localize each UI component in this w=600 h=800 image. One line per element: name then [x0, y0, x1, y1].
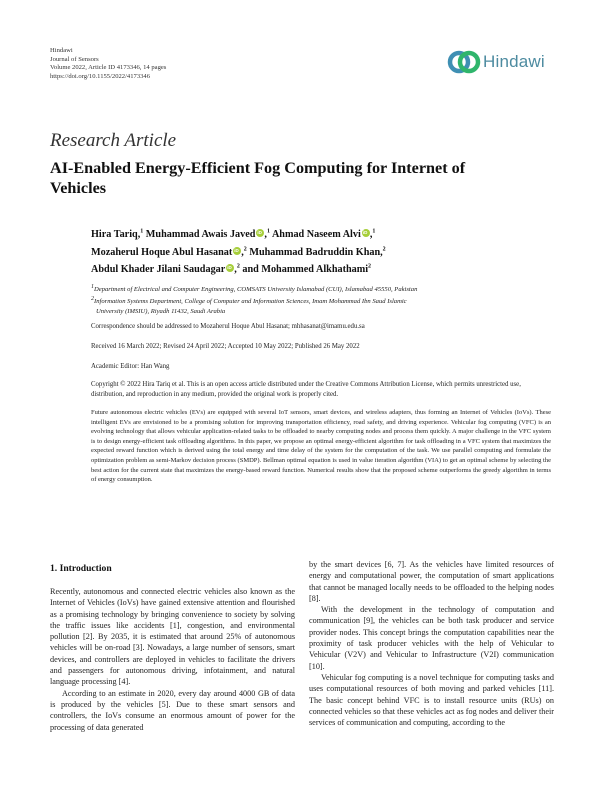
author-list: [91, 225, 551, 277]
journal-meta: [50, 47, 166, 81]
doi-link[interactable]: https://doi.org/10.1155/2022/4173346: [50, 72, 151, 80]
right-column: [309, 559, 554, 728]
orcid-icon[interactable]: [226, 264, 234, 272]
orcid-icon[interactable]: [233, 247, 241, 255]
left-column: [50, 586, 295, 733]
author-name: Hira Tariq,: [91, 229, 141, 241]
paragraph: Recently, autonomous and connected electric vehicles also known as the Internet of Vehicles (IoVs) have gained extensive attention and flourished as a promising technology by bringing convenience to society by solving the traffic issues like accidents [1], congestion, and environmental pollution [2]. By 2035, it is estimated that around 25% of autonomous vehicles will be on-road [3]. Nowadays, a large number of sensors, smart devices, and controllers are deployed in vehicles to facilitate the drivers and passengers for autonomous driving, infotainment, and natural language processing [4].: [50, 587, 295, 687]
paragraph: Vehicular fog computing is a novel technique for computing tasks and uses computational resources of both moving and parked vehicles [11]. The basic concept behind VFC is to install resource units (RUs) on connected vehicles so that these vehicles act as fog nodes and deliver their services of communication and computing, according to the: [309, 672, 554, 728]
author: Muhammad Awais JavediD ,$^1$: [146, 229, 270, 240]
orcid-icon[interactable]: [256, 229, 264, 237]
author: [91, 229, 143, 240]
publisher-name: Hindawi: [50, 47, 73, 54]
affiliations: [91, 283, 551, 317]
paragraph: According to an estimate in 2020, every day around 4000 GB of data is produced by the vehicles [5]. Due to these smart sensors and controllers, the IoVs consume an enormous amount of power for the processing of data generated: [50, 688, 295, 732]
author: Mozaherul Hoque Abul HasanatiD ,$^2$: [91, 247, 247, 258]
abstract: Future autonomous electric vehicles (EVs) are equipped with several IoT sensors, smart devices, and wireless adapters, thus forming an Internet of Vehicles (IoVs). These intelligent EVs are envisioned to be a promising solution for improving transportation efficiency, road safety, and driving experience. Vehicular fog computing (VFC) is an evolving technology that allows vehicular application-related tasks to be offloaded to nearby computing nodes and process them quickly. A major challenge in the VFC system is to design energy-efficient task offloading algorithms. In this paper, we propose an optimal energy-efficient algorithm for task offloading in a VFC system that maximizes the expected reward function which is derived using the total energy and time delay of the system for the computation of the task. We use parallel computing and formulate the optimization problem as semi-Markov decision process (SMDP). Bellman optimal equation is used in value iteration algorithm (VIA) to get an optimal scheme by selecting the best action for the current state that maximizes the energy-based reward function. Numerical results show that the proposed scheme outperforms the greedy algorithm in terms of energy consumption.: [91, 409, 551, 484]
affiliation-2: $^2$Information Systems Department, College of Computer and Information Sciences, Imam Mohammad Ibn Saud Islamic: [91, 295, 407, 306]
author-name: Ahmad Naseem Alvi: [271, 229, 361, 241]
hindawi-logo: [447, 45, 557, 79]
author-name: Muhammad Badruddin Khan,: [249, 246, 383, 258]
affiliation-marker: 1: [140, 229, 144, 235]
affiliation-marker: 2: [368, 263, 372, 270]
author: Ahmad Naseem AlviiD ,$^1$: [272, 229, 375, 240]
paper-title: AI-Enabled Energy-Efficient Fog Computing for Internet of Vehicles: [50, 159, 466, 197]
hindawi-logo-icon: [447, 45, 481, 79]
author-name: Abdul Khader Jilani Saudagar: [91, 264, 226, 276]
section-title: 1. Introduction: [50, 563, 112, 574]
affiliation-marker: 2: [243, 246, 247, 253]
copyright: Copyright © 2022 Hira Tariq et al. This is an open access article distributed under the Creative Commons Attribution License, which permits unrestricted use, distribution, and reproduction in any medium, provided the original work is properly cited.: [91, 381, 521, 398]
orcid-icon[interactable]: [362, 229, 370, 237]
author: [242, 264, 371, 275]
author: Abdul Khader Jilani SaudagariD ,$^2$: [91, 264, 240, 275]
author-name: and Mohammed Alkhathami: [242, 264, 369, 276]
affiliation-marker: 2: [382, 246, 386, 253]
volume-info: Volume 2022, Article ID 4173346, 14 pages: [50, 64, 167, 72]
affiliation-marker: 1: [266, 229, 270, 235]
correspondence: Correspondence should be addressed to Mozaherul Hoque Abul Hasanat; mhhasanat@imamu.edu.sa: [91, 323, 365, 330]
logo-text: Hindawi: [483, 52, 545, 71]
affiliation-2-cont: University (IMSIU), Riyadh 11432, Saudi Arabia: [96, 307, 226, 315]
academic-editor: Academic Editor: Han Wang: [91, 363, 170, 370]
affiliation-1: $^1$Department of Electrical and Computer Engineering, COMSATS University Islamabad (CUI), Islamabad 45550, Pakistan: [91, 284, 418, 294]
author: [249, 247, 385, 258]
journal-name: Journal of Sensors: [50, 55, 99, 63]
affiliation-marker: 1: [372, 229, 376, 235]
author-name: Muhammad Awais Javed: [145, 229, 256, 241]
author-name: Mozaherul Hoque Abul Hasanat: [91, 246, 233, 258]
paragraph: With the development in the technology of computation and communication [9], the vehicles can be both task producer and service provider nodes. This concept brings the computation capabilities near the proximity of task producer vehicles with the help of Vehicular to Vehicular (V2V) and Vehicular to Infrastructure (V2I) communication [10].: [309, 605, 554, 671]
dates: Received 16 March 2022; Revised 24 April 2022; Accepted 10 May 2022; Published 26 May 2022: [91, 343, 360, 350]
paragraph: by the smart devices [6, 7]. As the vehicles have limited resources of energy and computational power, the computation of smart applications that cannot be managed locally needs to be offloaded to the helping nodes [8].: [309, 560, 554, 603]
affiliation-marker: 2: [236, 263, 240, 270]
article-type: Research Article: [50, 130, 177, 151]
